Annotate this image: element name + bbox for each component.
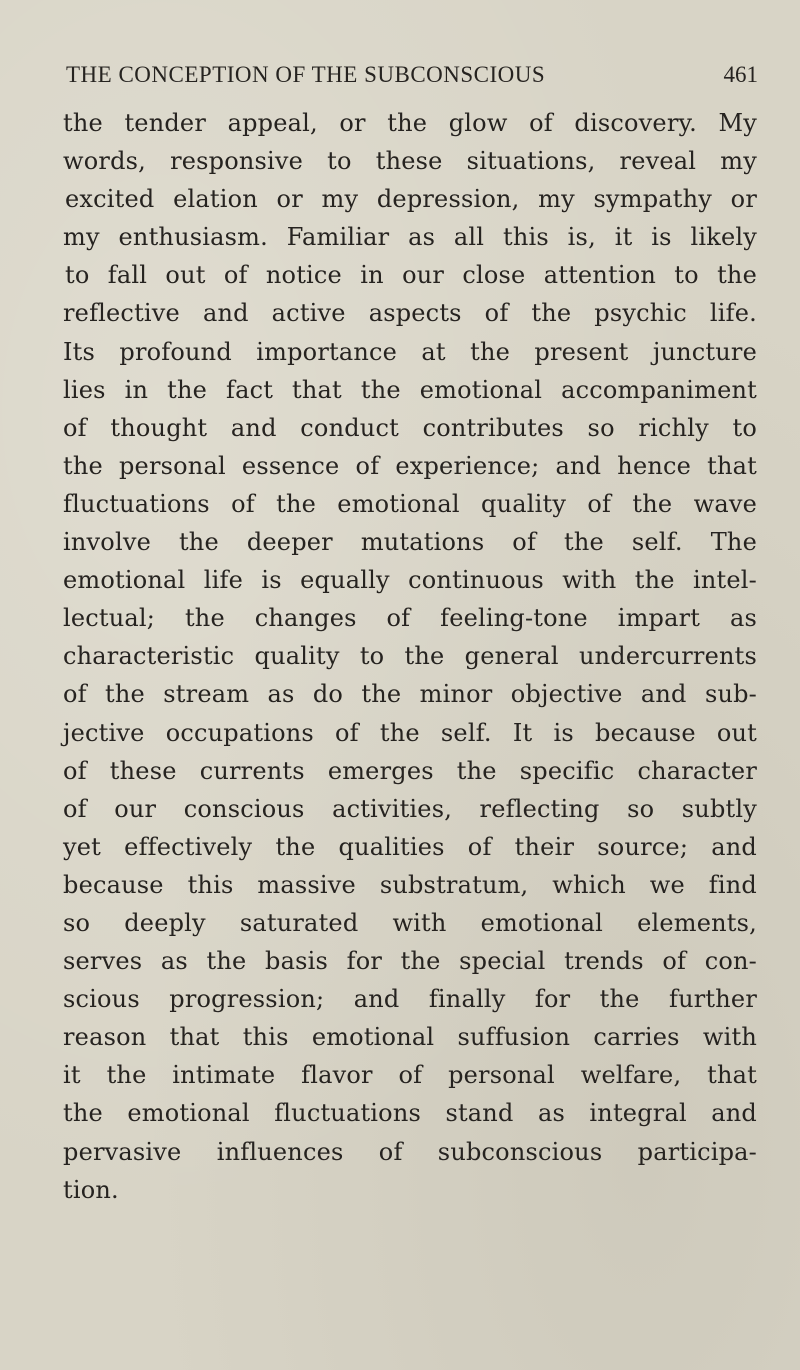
text-line: of these currents emerges the specific character bbox=[63, 756, 757, 785]
text-line: characteristic quality to the general undercurrents bbox=[63, 642, 757, 671]
text-line: pervasive influences of subconscious participa- bbox=[63, 1137, 757, 1166]
text-line: yet effectively the qualities of their source; and bbox=[63, 832, 757, 861]
running-head bbox=[66, 58, 758, 92]
text-line: words, responsive to these situations, reveal my bbox=[63, 147, 757, 176]
text-line: excited elation or my depression, my sympathy or bbox=[65, 185, 757, 214]
text-line: the emotional fluctuations stand as integral and bbox=[63, 1099, 757, 1128]
text-line: the personal essence of experience; and hence that bbox=[63, 451, 757, 480]
page-number: 461 bbox=[723, 62, 758, 87]
text-line: lectual; the changes of feeling-tone impart as bbox=[63, 604, 757, 633]
text-line: to fall out of notice in our close attention to the bbox=[65, 261, 757, 290]
text-line: reason that this emotional suffusion carries with bbox=[63, 1023, 757, 1052]
text-line: Its profound importance at the present juncture bbox=[63, 337, 757, 366]
text-line: jective occupations of the self. It is because out bbox=[63, 718, 757, 747]
body-paragraph bbox=[63, 104, 757, 1209]
text-line: of thought and conduct contributes so richly to bbox=[63, 413, 757, 442]
text-line: my enthusiasm. Familiar as all this is, it is likely bbox=[63, 223, 757, 252]
text-line: lies in the fact that the emotional accompaniment bbox=[63, 375, 757, 404]
text-line-last: tion. bbox=[63, 1175, 119, 1204]
text-line: so deeply saturated with emotional elements, bbox=[63, 908, 757, 937]
text-line: serves as the basis for the special trends of con- bbox=[63, 947, 757, 976]
text-line: it the intimate flavor of personal welfare, that bbox=[63, 1061, 757, 1090]
text-line: the tender appeal, or the glow of discovery. My bbox=[63, 109, 757, 137]
text-line: because this massive substratum, which we find bbox=[63, 870, 757, 899]
text-line: reflective and active aspects of the psychic life. bbox=[63, 299, 757, 328]
text-line: of the stream as do the minor objective and sub- bbox=[63, 680, 757, 709]
text-line: scious progression; and finally for the further bbox=[63, 985, 757, 1014]
text-line: fluctuations of the emotional quality of the wave bbox=[63, 489, 757, 518]
text-line: emotional life is equally continuous with the intel- bbox=[63, 566, 757, 595]
text-line: of our conscious activities, reflecting so subtly bbox=[63, 794, 757, 823]
text-line: involve the deeper mutations of the self. The bbox=[63, 528, 757, 557]
running-head-title: THE CONCEPTION OF THE SUBCONSCIOUS bbox=[66, 62, 546, 87]
